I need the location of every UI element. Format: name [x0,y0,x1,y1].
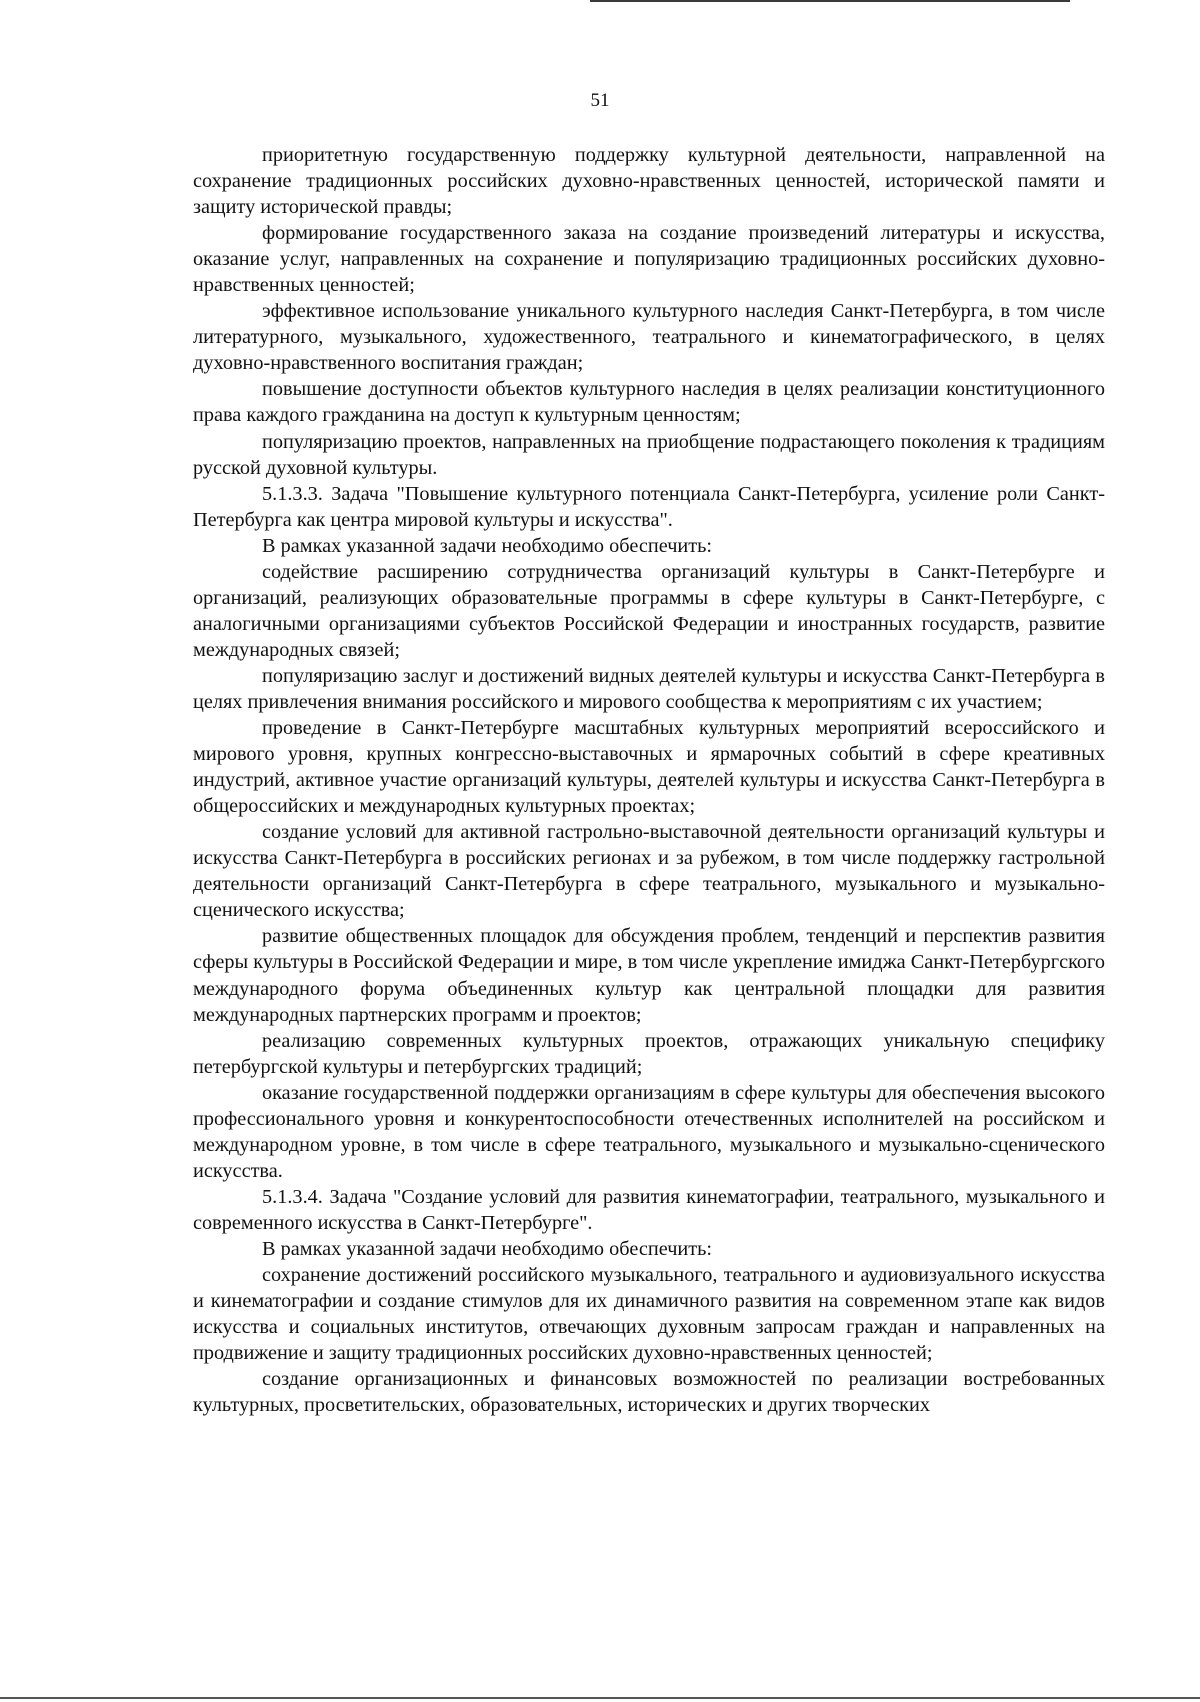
paragraph: В рамках указанной задачи необходимо обеспечить: [262,534,712,557]
paragraph: эффективное использование уникального культурного наследия Санкт-Петербурга, в том числе литературного, музыкального, художественного, театрального и кинематографического, в целях духовно-нравственного воспитания граждан; [193,300,1105,375]
paragraph: реализацию современных культурных проектов, отражающих уникальную специфику петербургской культуры и петербургских традиций; [193,1029,1105,1078]
scan-edge-bottom [0,1697,1200,1699]
paragraph: повышение доступности объектов культурного наследия в целях реализации конституционного права каждого гражданина на доступ к культурным ценностям; [193,378,1105,427]
paragraph: создание организационных и финансовых возможностей по реализации востребованных культурных, просветительских, образовательных, исторических и других творческих [193,1368,1105,1417]
paragraph: создание условий для активной гастрольно-выставочной деятельности организаций культуры и искусства Санкт-Петербурга в российских регионах и за рубежом, в том числе поддержку гастрольной деятельности организаций Санкт-Петербурга в сфере театрального, музыкального и музыкально-сценического искусства; [193,821,1105,922]
paragraph: В рамках указанной задачи необходимо обеспечить: [262,1237,712,1260]
paragraph: сохранение достижений российского музыкального, театрального и аудиовизуального искусства и кинематографии и создание стимулов для их динамичного развития на современном этапе как видов искусства и социальных институтов, отвечающих духовным запросам граждан и направленных на продвижение и защиту традиционных российских духовно-нравственных ценностей; [193,1264,1105,1365]
page-number: 51 [590,90,610,111]
document-body [193,142,1105,1418]
paragraph: развитие общественных площадок для обсуждения проблем, тенденций и перспектив развития сферы культуры в Российской Федерации и мире, в том числе укрепление имиджа Санкт-Петербургского международного форума объединенных культур как центральной площадки для развития международных партнерских программ и проектов; [193,925,1105,1026]
scan-edge-top [590,0,1070,2]
paragraph: формирование государственного заказа на создание произведений литературы и искусства, оказание услуг, направленных на сохранение и популяризацию традиционных российских духовно-нравственных ценностей; [193,222,1105,297]
paragraph: содействие расширению сотрудничества организаций культуры в Санкт-Петербурге и организаций, реализующих образовательные программы в сфере культуры в Санкт-Петербурге, с аналогичными организациями субъектов Российской Федерации и иностранных государств, развитие международных связей; [193,560,1105,661]
paragraph: приоритетную государственную поддержку культурной деятельности, направленной на сохранение традиционных российских духовно-нравственных ценностей, исторической памяти и защиту исторической правды; [193,144,1105,219]
paragraph: популяризацию заслуг и достижений видных деятелей культуры и искусства Санкт-Петербурга в целях привлечения внимания российского и мирового сообщества к мероприятиям с их участием; [193,664,1105,713]
task-heading: 5.1.3.4. Задача "Создание условий для развития кинематографии, театрального, музыкального и современного искусства в Санкт-Петербурге". [193,1185,1105,1234]
paragraph: проведение в Санкт-Петербурге масштабных культурных мероприятий всероссийского и мирового уровня, крупных конгрессно-выставочных и ярмарочных событий в сфере креативных индустрий, активное участие организаций культуры, деятелей культуры и искусства Санкт-Петербурга в общероссийских и международных культурных проектах; [193,717,1105,818]
paragraph: популяризацию проектов, направленных на приобщение подрастающего поколения к традициям русской духовной культуры. [193,430,1105,479]
task-heading: 5.1.3.3. Задача "Повышение культурного потенциала Санкт-Петербурга, усиление роли Санкт-Петербурга как центра мировой культуры и искусства". [193,482,1105,531]
paragraph: оказание государственной поддержки организациям в сфере культуры для обеспечения высокого профессионального уровня и конкурентоспособности отечественных исполнителей на российском и международном уровне, в том числе в сфере театрального, музыкального и музыкально-сценического искусства. [193,1081,1105,1182]
